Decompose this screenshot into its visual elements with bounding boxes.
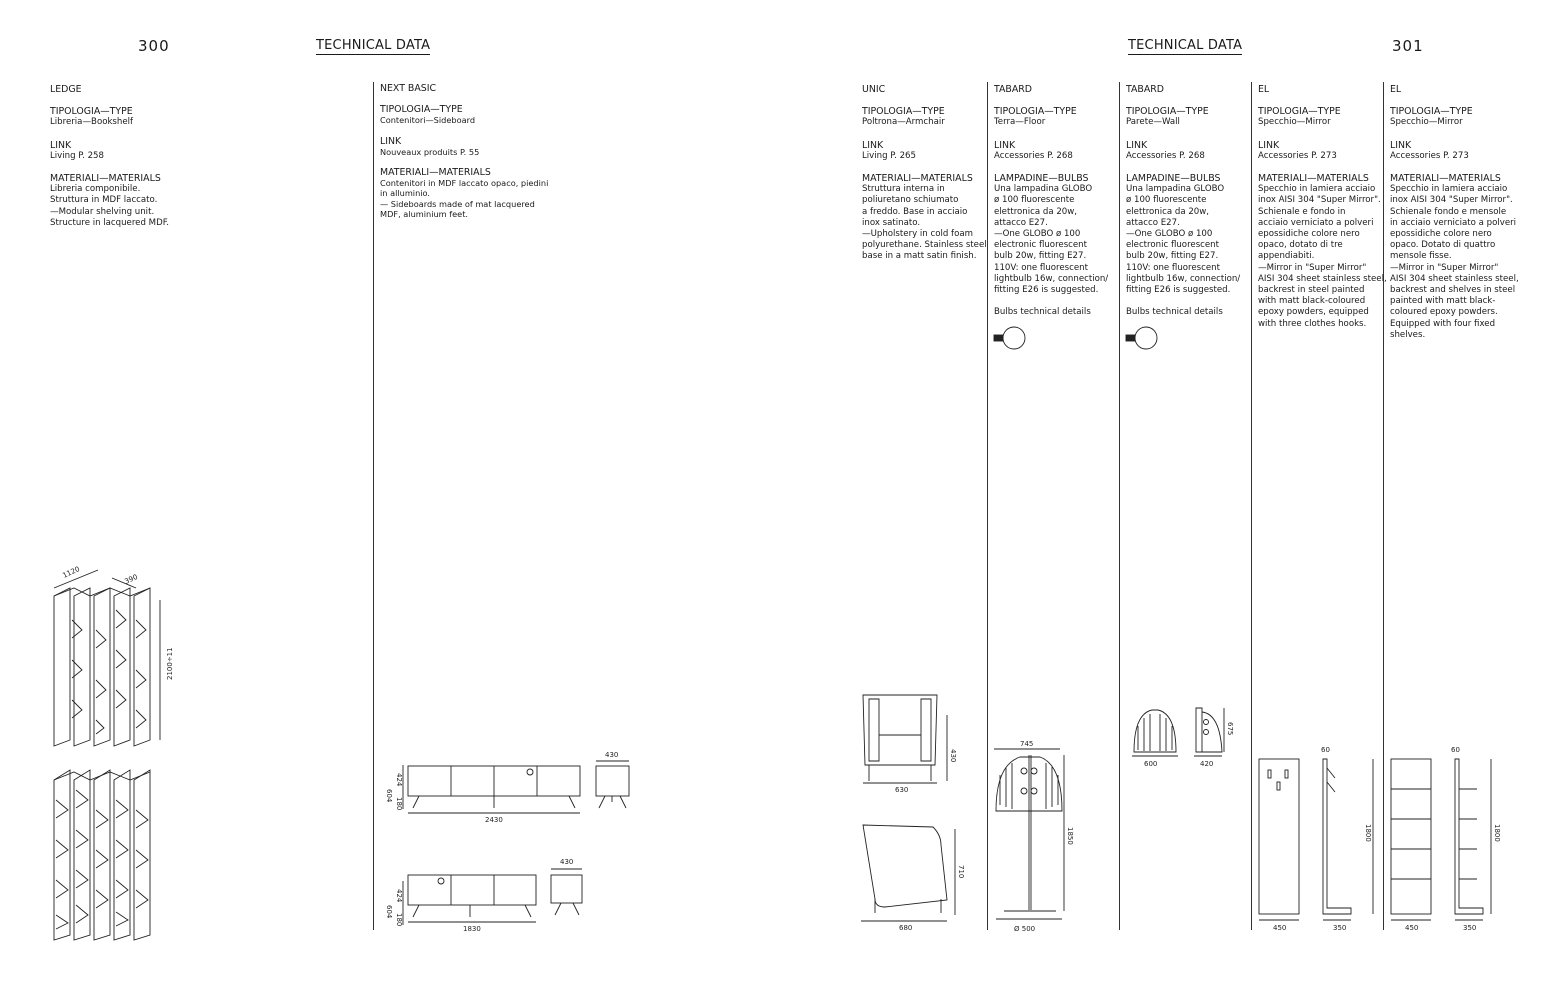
product-next-basic (380, 84, 548, 230)
type-value: Terra—Floor (994, 117, 1046, 128)
dim-depth: 420 (1200, 760, 1214, 768)
type-label: TIPOLOGIA—TYPE (994, 106, 1077, 118)
dim-height: 1800 (1364, 824, 1372, 842)
type-value: Contenitori—Sideboard (380, 115, 476, 126)
dim-top: 60 (1451, 746, 1460, 754)
type-label: TIPOLOGIA—TYPE (1258, 106, 1341, 118)
dim-height: 2100÷11 (166, 647, 174, 680)
materials-text: Contenitori in MDF laccato opaco, piedini in alluminio. — Sideboards made of mat lacquered MDF, aluminium feet. (380, 178, 549, 219)
materials-label: MATERIALI—MATERIALS (1390, 173, 1501, 185)
dim-h-body-2: 424 (395, 889, 403, 903)
dim-width: 1120 (61, 565, 82, 580)
bulbs-text: Una lampadina GLOBO ø 100 fluorescente elettronica da 20w, attacco E27. —One GLOBO ø 100 electronic fluorescent bulb 20w, fitting E27. 110V: one fluorescent lightbulb 16w, connection/ fitting E26 is suggested. (1126, 184, 1241, 296)
materials-label: MATERIALI—MATERIALS (380, 167, 491, 179)
product-name: UNIC (862, 84, 886, 95)
dim-height: 675 (1226, 722, 1234, 736)
product-name: NEXT BASIC (380, 83, 437, 94)
product-name: LEDGE (50, 84, 82, 95)
page-number-right: 301 (1392, 37, 1424, 55)
product-name: EL (1390, 84, 1402, 95)
column-divider (373, 82, 374, 930)
link-value[interactable]: Living P. 258 (50, 150, 104, 161)
dim-seat-h: 430 (949, 749, 957, 763)
product-name: EL (1258, 84, 1270, 95)
materials-label: MATERIALI—MATERIALS (862, 173, 973, 185)
materials-label: MATERIALI—MATERIALS (50, 173, 161, 185)
dim-width: 630 (895, 786, 909, 794)
dim-h-feet-2: 180 (395, 913, 403, 927)
type-label: TIPOLOGIA—TYPE (1126, 106, 1209, 118)
materials-text: Specchio in lamiera acciaio inox AISI 304 "Super Mirror". Schienale fondo e mensole in acciaio verniciato a polveri epossidiche colore nero opaco. Dotato di quattro mensole fisse. —Mirror in "Super Mirror" AISI 304 sheet stainless steel, backrest and shelves in steel painted with matt black- coloured epoxy powders. Equipped with four fixed shelves. (1390, 184, 1519, 340)
link-label: LINK (994, 139, 1016, 151)
unic-drawing (855, 685, 970, 935)
type-label: TIPOLOGIA—TYPE (862, 106, 945, 118)
column-divider (1119, 82, 1120, 930)
type-value: Specchio—Mirror (1390, 117, 1463, 128)
type-value: Parete—Wall (1126, 117, 1180, 128)
dim-h-feet: 180 (395, 797, 403, 811)
product-unic (862, 84, 987, 274)
section-title-right: TECHNICAL DATA (1128, 38, 1243, 53)
el-shelves-drawing (1385, 742, 1513, 937)
dim-width: 450 (1273, 924, 1287, 932)
product-el-hooks (1258, 84, 1387, 341)
dim-h-total-2: 604 (385, 905, 393, 919)
link-value[interactable]: Living P. 265 (862, 150, 916, 161)
link-value[interactable]: Accessories P. 273 (1258, 150, 1337, 161)
type-label: TIPOLOGIA—TYPE (1390, 106, 1473, 118)
ledge-drawing (40, 560, 180, 950)
tabard-wall-drawing (1124, 700, 1249, 770)
dim-depth-1: 430 (605, 751, 619, 759)
type-label: TIPOLOGIA—TYPE (380, 104, 463, 116)
link-label: LINK (50, 139, 72, 151)
dim-depth: 680 (899, 924, 913, 932)
dim-base: Ø 500 (1014, 925, 1036, 933)
type-label: TIPOLOGIA—TYPE (50, 106, 133, 118)
dim-w1: 2430 (485, 816, 503, 824)
column-divider (1251, 82, 1252, 930)
type-value: Poltrona—Armchair (862, 117, 945, 128)
dim-width: 600 (1144, 760, 1158, 768)
link-value[interactable]: Accessories P. 268 (1126, 150, 1205, 161)
dim-top: 60 (1321, 746, 1330, 754)
link-label: LINK (1126, 139, 1148, 151)
link-label: LINK (1258, 139, 1280, 151)
dim-height: 1800 (1493, 824, 1501, 842)
dim-h-body: 424 (395, 773, 403, 787)
bulb-icon (1124, 325, 1164, 351)
dim-height: 1850 (1066, 827, 1074, 845)
next-basic-drawing (375, 745, 645, 935)
bulbs-details-link[interactable]: Bulbs technical details (1126, 307, 1223, 318)
type-value: Specchio—Mirror (1258, 117, 1331, 128)
product-ledge (50, 84, 169, 240)
dim-depth: 350 (1333, 924, 1347, 932)
link-value[interactable]: Nouveaux produits P. 55 (380, 146, 480, 157)
dim-width: 450 (1405, 924, 1419, 932)
materials-label: MATERIALI—MATERIALS (1258, 173, 1369, 185)
dim-w2: 1830 (463, 925, 481, 933)
product-name: TABARD (1126, 84, 1164, 95)
column-divider (987, 82, 988, 930)
link-value[interactable]: Accessories P. 273 (1390, 150, 1469, 161)
bulbs-text: Una lampadina GLOBO ø 100 fluorescente elettronica da 20w, attacco E27. —One GLOBO ø 100 electronic fluorescent bulb 20w, fitting E27. 110V: one fluorescent lightbulb 16w, connection/ fitting E26 is suggested. (994, 184, 1109, 296)
dim-depth-2: 430 (560, 858, 574, 866)
dim-height: 710 (957, 865, 965, 879)
link-label: LINK (380, 135, 402, 147)
link-label: LINK (862, 139, 884, 151)
section-title-left: TECHNICAL DATA (316, 38, 431, 53)
dim-h-total: 604 (385, 789, 393, 803)
bulbs-label: LAMPADINE—BULBS (994, 173, 1089, 185)
product-tabard-wall (1126, 84, 1240, 329)
bulbs-label: LAMPADINE—BULBS (1126, 173, 1221, 185)
el-hooks-drawing (1253, 742, 1381, 937)
bulb-icon (992, 325, 1032, 351)
link-label: LINK (1390, 139, 1412, 151)
materials-text: Libreria componibile. Struttura in MDF laccato. —Modular shelving unit. Structure in lacquered MDF. (50, 184, 169, 228)
materials-text: Struttura interna in poliuretano schiumato a freddo. Base in acciaio inox satinato. —Upholstery in cold foam polyurethane. Stainless steel base in a matt satin finish. (862, 184, 987, 262)
dim-width: 745 (1020, 740, 1034, 748)
product-el-shelves (1390, 84, 1519, 352)
bulbs-details-link[interactable]: Bulbs technical details (994, 307, 1091, 318)
dim-depth: 390 (123, 572, 139, 586)
type-value: Libreria—Bookshelf (50, 117, 134, 128)
product-name: TABARD (994, 84, 1032, 95)
tabard-floor-drawing (990, 735, 1115, 935)
dim-depth: 350 (1463, 924, 1477, 932)
materials-text: Specchio in lamiera acciaio inox AISI 304 "Super Mirror". Schienale e fondo in acciaio verniciato a polveri epossidiche colore nero opaco, dotato di tre appendiabiti. —Mirror in "Super Mirror" AISI 304 sheet stainless steel, backrest in steel painted with matt black-coloured epoxy powders, equipped with three clothes hooks. (1258, 184, 1387, 329)
link-value[interactable]: Accessories P. 268 (994, 150, 1073, 161)
product-tabard-floor (994, 84, 1108, 329)
page-number-left: 300 (138, 37, 170, 55)
